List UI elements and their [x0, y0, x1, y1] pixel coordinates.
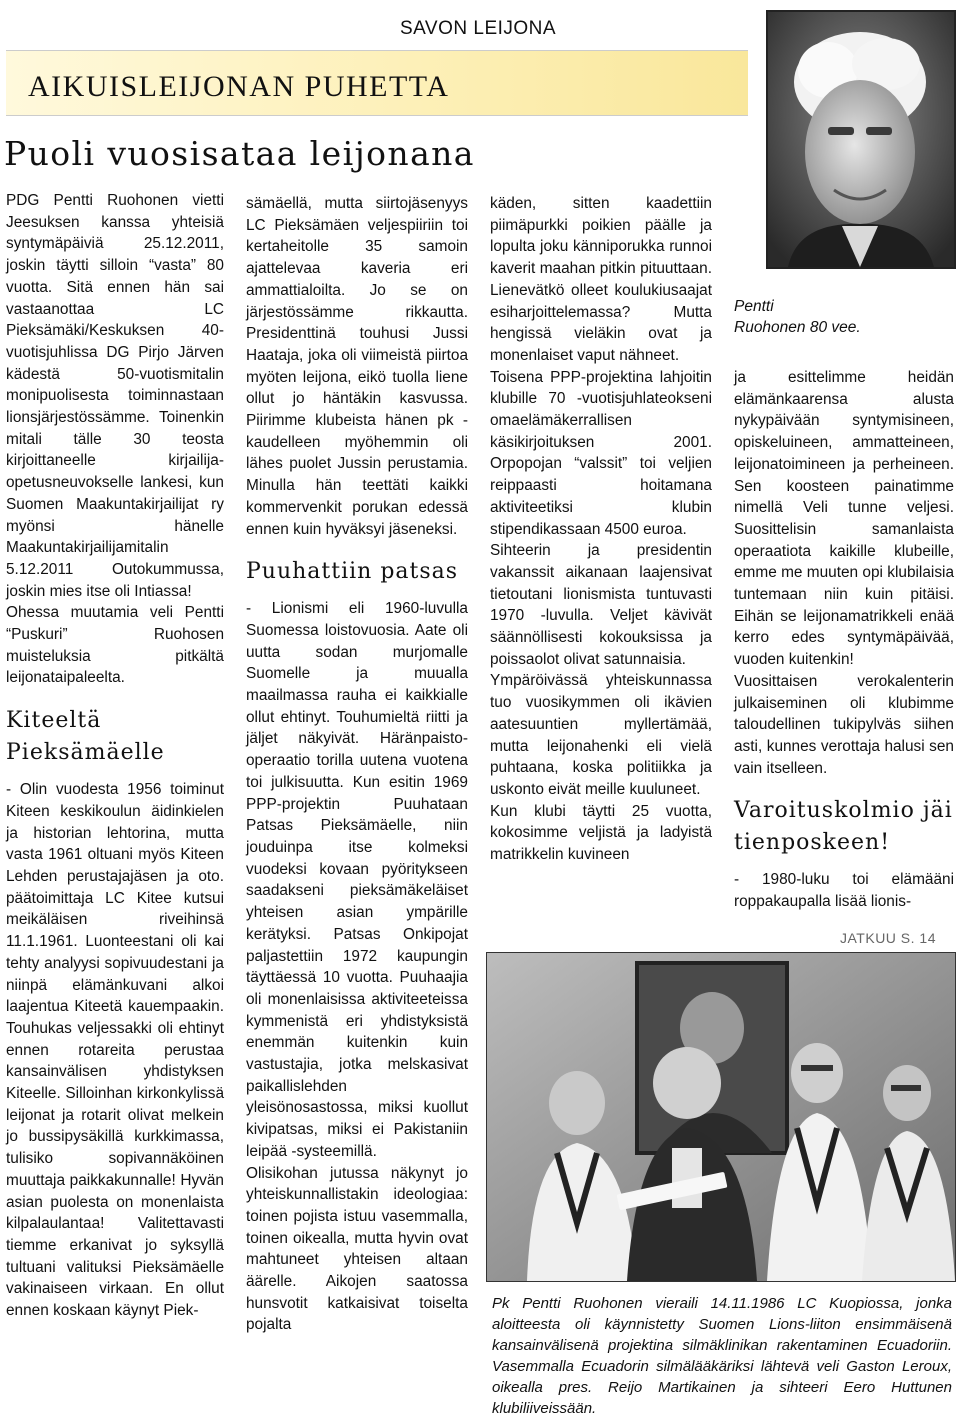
paragraph: sämäellä, mutta siirtojäsenyys LC Pieksämäen veljespiiriin toi kertaheitolle 35 samoin ajattelevaa kaveria eri ammattialoilta. Jo se on järjestössämme rikkautta. Presidenttinä touhusi Jussi Haataja, joka oli viimeistä piirtoa myöten leijona, eikö tuolla liene ollut jo häntäkin kasvussa. Piirimme klubeista hänen pk -kaudelleen myöhemmin oli lähes puolet Jussin perustamia. Minulla hän teettäti kaikki kommervenkit porukan edessä ennen kuin hyväksyi jäseneksi. [246, 195, 468, 538]
group-photo [486, 952, 956, 1282]
paragraph: Vuosittaisen verokalenterin julkaiseminen oli klubimme taloudellinen tukipylväs siihen asti, kunnes verottaja halusi sen vain itselleen. [734, 672, 954, 777]
paragraph: käden, sitten kaadettiin piimäpurkki poikien päälle ja lopulta joku känniporukka runnoi kaverit maahan pitkin pituuttaan. Lienevätkö olleet koulukiusaajat esiharjoittelemassa? Mutta hengissä vieläkin ovat ja monenlaiset vaput nähneet. [490, 195, 712, 364]
portrait-caption: Pentti Ruohonen 80 vee. [734, 298, 861, 336]
group-photo-illustration [487, 953, 955, 1281]
subheading: Puuhattiin patsas [246, 559, 459, 585]
continued-label: JATKUU S. 14 [840, 930, 936, 946]
article-column-2 [246, 193, 468, 1336]
paragraph: - Olin vuodesta 1956 toiminut Kiteen keskikoulun äidinkielen ja historian lehtorina, mutta vasta 1961 oltuani myös Kiteen Lehden perustajajäsen ja oto. päätoimittaja LC Kitee kutsui meikäläisen riveihinsä 11.1.1961. Luonteestani oli kai tehty analyysi sopivuudestani ja niinpä elämänkuvani alkoi laajentua Kiteetä kauempaakin. Touhukas veljessakki oli ehtinyt ennen rotareita perustaa kansainvälisen yhdistyksen Kiteelle. Silloinhan kirkonkylissä leijonat ja rotarit olivat melkein jo bussipysäkillä kurkkimassa, tulisiko sopivannäköinen muuttaja paikkakunnalle! Hyvän asian puolesta on monenlaista kilpalaulantaa! Valitettavasti tiemme erkanivat jo syksyllä tultuani valituksi Pieksämäelle vakinaiseen virkaan. En ollut ennen koskaan käynyt Piek- [6, 781, 224, 1320]
paragraph: ja esittelimme heidän elämänkaarensa alusta nykypäivään syntymisineen, opiskeluineen, ammatteineen, leijonatoimineen ja perheineen. Sen koosteen painatimme nimellä Veli tunne veljesi. Suosittelisin samanlaista operaatiota kaikille klubeille, emme me muuten opi klubilaisia tuntemaan niin kuin pitäisi. Eihän se leijonamatrikkeli enää kerro edes syntymäpäivää, vuoden kuitenkin! [734, 369, 954, 669]
subheading: Varoituskolmio jäi tienposkeen! [734, 798, 953, 856]
paragraph: Olisikohan jutussa näkynyt jo yhteiskunnallistakin ideologiaa: toinen pojista istuu vasemmalla, toinen oikealla, mutta hyvin ovat mahtuneet yhteisen altaan äärelle. Aikojen saatossa hunsvotit katkaisivat toiselta pojalta [246, 1164, 468, 1334]
article-headline: Puoli vuosisataa leijonana [4, 134, 475, 173]
section-title: AIKUISLEIJONAN PUHETTA [28, 70, 450, 103]
article-column-1 [6, 190, 224, 1322]
paragraph: Ympäröivässä yhteiskunnassa tuo vuosikymmen oli ikävien aatesuuntien myllertämää, mutta leijonahenki eli vielä puhtaana, koska politiikka ja uskonto eivät meille kuuluneet. [490, 672, 712, 798]
article-column-3 [490, 193, 712, 866]
paragraph: - 1980-luku toi elämääni roppakaupalla lisää lionis- [734, 871, 954, 911]
subheading: Kiteeltä Pieksämäelle [6, 708, 165, 766]
portrait-illustration [768, 12, 954, 267]
paragraph: - Lionismi eli 1960-luvulla Suomessa loistovuosia. Aate oli uutta sodan murjomalle Suomelle ja muualla maailmassa rauha ei kaikkialle ollut ehtinyt. Touhumieltä riitti ja jäljet näkyivät. Häränpaisto-operaatio torilla uutena vuotena toi julkisuutta. Kun esitin 1969 PPP-projektin Puuhataan Patsas Pieksämäelle, niin jouduinpa itse kolmeksi vuodeksi kovaan pyöritykseen saadakseni pieksämäkeläiset yhteisen asian ympärille kerätyksi. Patsas Onkipojat paljastettiin 1972 kaupungin täyttäessä 10 vuotta. Puuhaajia oli monenlaisissa aktiviteeteissa kymmenistä eri yhdistyksistä enemmän kuitenkin kuin vastustajia, jotka melskasivat paikallislehden yleisönosastossa, miksi kuollut kivipatsas, miksi ei Pakistaniin leipää -systeemillä. [246, 600, 468, 1160]
group-photo-caption: Pk Pentti Ruohonen vieraili 14.11.1986 LC Kuopiossa, jonka aloitteesta oli käynnistetty Suomen Lions-liiton ensimmäisenä kansainvälisenä projektina silmäklinikan rakentaminen Ecuadoriin. Vasemmalla Ecuadorin silmälääkäriksi lähtevä veli Gaston Leroux, oikealla pres. Reijo Martikainen ja sihteeri Eero Huttunen klubiliiveissään. [492, 1295, 952, 1417]
paragraph: Kun klubi täytti 25 vuotta, kokosimme veljistä ja ladyistä matrikkelin kuvineen [490, 802, 712, 864]
paragraph: Sihteerin ja presidentin vakanssit aikanaan laajensivat tietoutani lionismista tuntuvasti 1970 -luvulla. Veljet kävivät säännöllisesti kokouksissa ja poissaolot olivat satunnaisia. [490, 542, 712, 668]
paragraph: PDG Pentti Ruohonen vietti Jeesuksen kanssa yhteisiä syntymäpäiviä 25.12.2011, joskin täytti silloin “vasta” 80 vuotta. Sitä ennen hän sai vastaanottaa LC Pieksämäki/Keskuksen 40-vuotisjuhlissa DG Pirjo Järven kädestä 50-vuotismitalin monipuolisesta toiminnastaan lionsjärjestössämme. Toinenkin mitali tälle 30 teosta kirjoittaneelle kirjailija-opetusneuvokselle lankesi, kun Suomen Maakuntakirjailijat ry myönsi hänelle Maakuntakirjailijamitalin 5.12.2011 Outokummussa, joskin mies itse oli Intiassa! [6, 192, 224, 600]
article-column-4 [734, 367, 954, 913]
publication-name: SAVON LEIJONA [400, 18, 557, 39]
portrait-photo [766, 10, 956, 269]
paragraph: Toisena PPP-projektina lahjoitin klubille 70 -vuotisjuhlateokseni omaelämäkerrallisen käsikirjoituksen 2001. Orpopojan “valssit” toi veljien reippaasti hoitamana aktiviteetiksi klubin stipendikassaan 4500 euroa. [490, 368, 712, 538]
paragraph: Ohessa muutamia veli Pentti “Puskuri” Ruohosen muisteluksia pitkältä leijonataipaleelta. [6, 604, 224, 687]
